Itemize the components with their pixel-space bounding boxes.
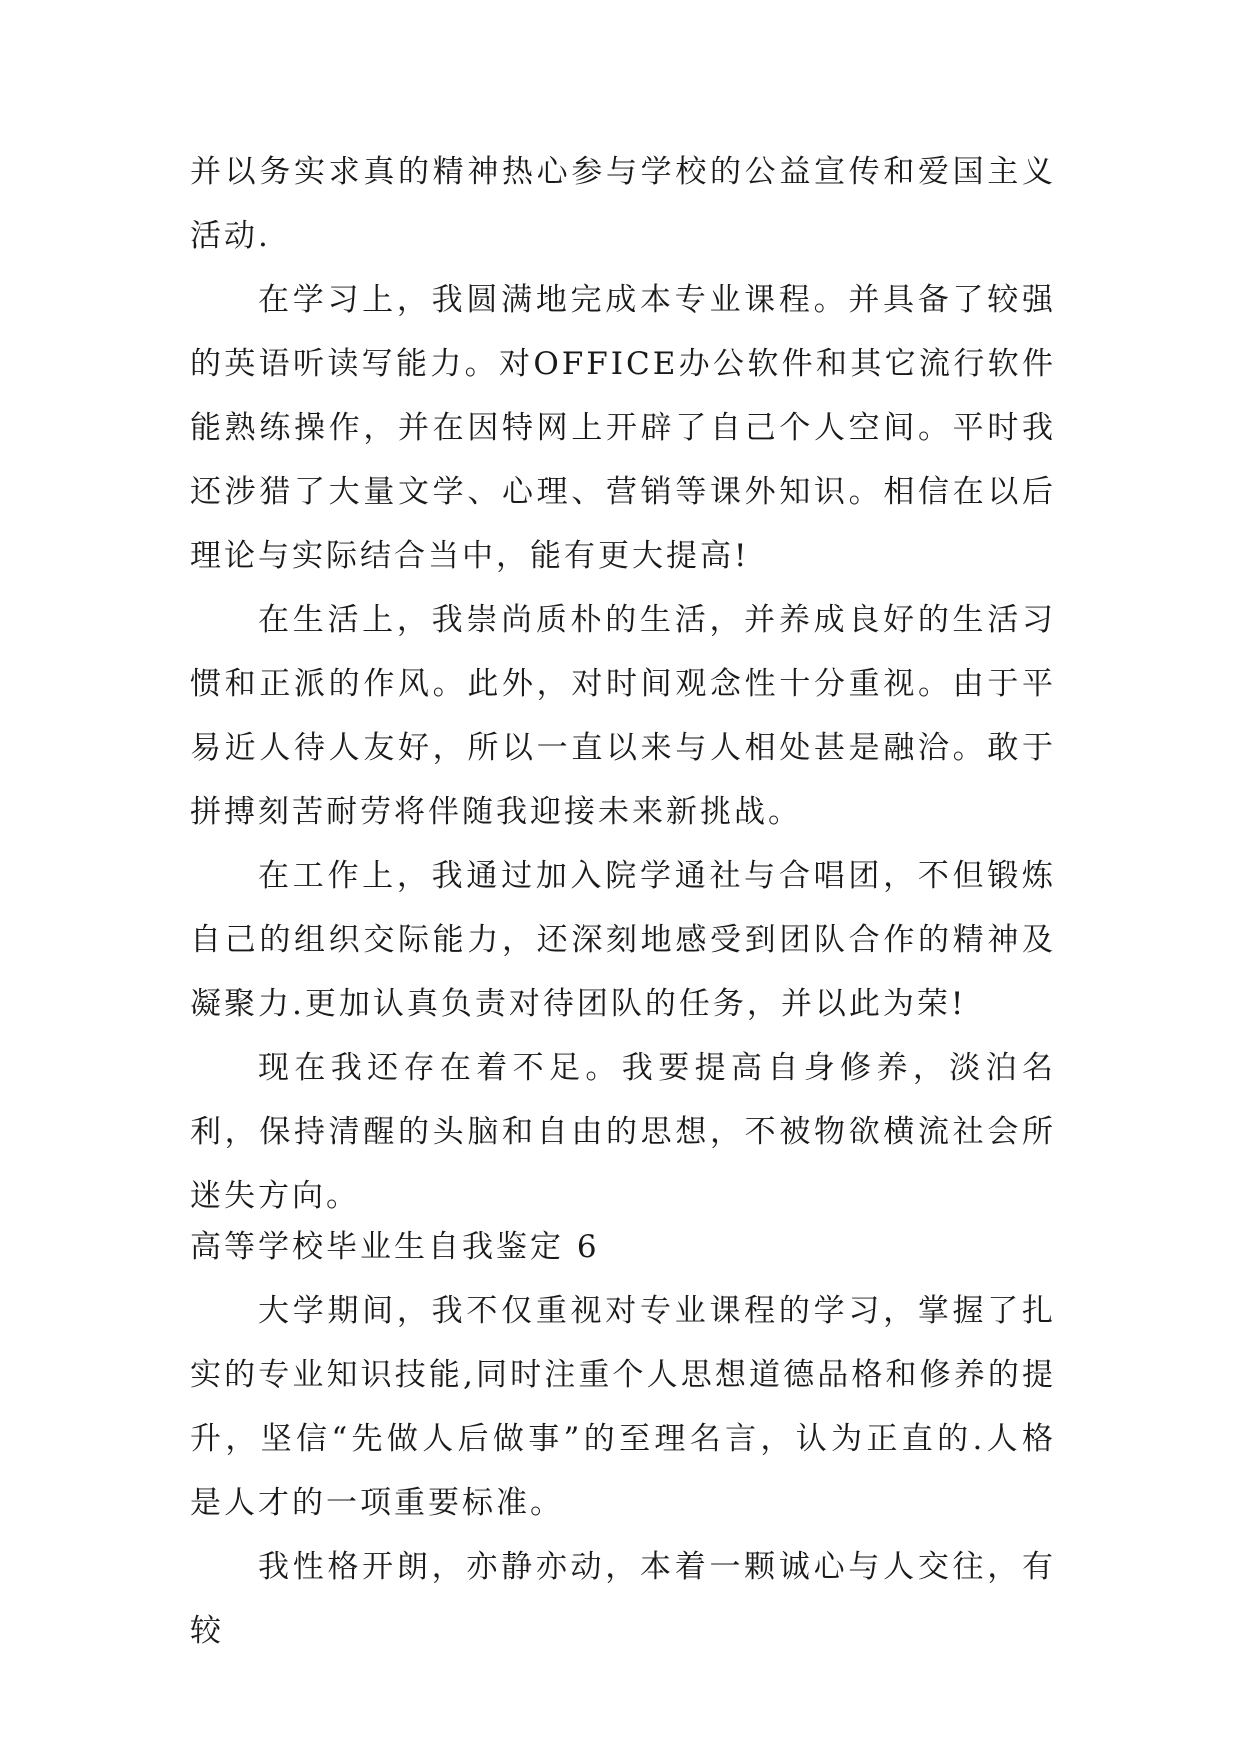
- work-paragraph: 在工作上，我通过加入院学通社与合唱团，不但锻炼自己的组织交际能力，还深刻地感受到团队合作的精神及凝聚力.更加认真负责对待团队的任务，并以此为荣!: [190, 858, 1056, 1022]
- life-paragraph: 在生活上，我崇尚质朴的生活，并养成良好的生活习惯和正派的作风。此外，对时间观念性十分重视。由于平易近人待人友好，所以一直以来与人相处甚是融洽。敢于拼搏刻苦耐劳将伴随我迎接未来新挑战。: [190, 602, 1056, 830]
- study-paragraph: 在学习上，我圆满地完成本专业课程。并具备了较强的英语听读写能力。对OFFICE办公软件和其它流行软件能熟练操作，并在因特网上开辟了自己个人空间。平时我还涉猎了大量文学、心理、营销等课外知识。相信在以后理论与实际结合当中，能有更大提高!: [190, 282, 1056, 574]
- shortcoming-paragraph: 现在我还存在着不足。我要提高自身修养，淡泊名利，保持清醒的头脑和自由的思想，不被物欲横流社会所迷失方向。: [190, 1050, 1056, 1214]
- section-heading: 高等学校毕业生自我鉴定 6: [190, 1229, 600, 1265]
- text-block-2: [190, 1215, 1056, 1663]
- text-block-1: [190, 140, 1056, 1228]
- college-paragraph: 大学期间，我不仅重视对专业课程的学习，掌握了扎实的专业知识技能,同时注重个人思想道德品格和修养的提升，坚信“先做人后做事”的至理名言，认为正直的.人格是人才的一项重要标准。: [190, 1293, 1056, 1521]
- continuation-paragraph: 并以务实求真的精神热心参与学校的公益宣传和爱国主义活动.: [190, 154, 1056, 254]
- personality-paragraph: 我性格开朗，亦静亦动，本着一颗诚心与人交往，有较: [190, 1549, 1056, 1649]
